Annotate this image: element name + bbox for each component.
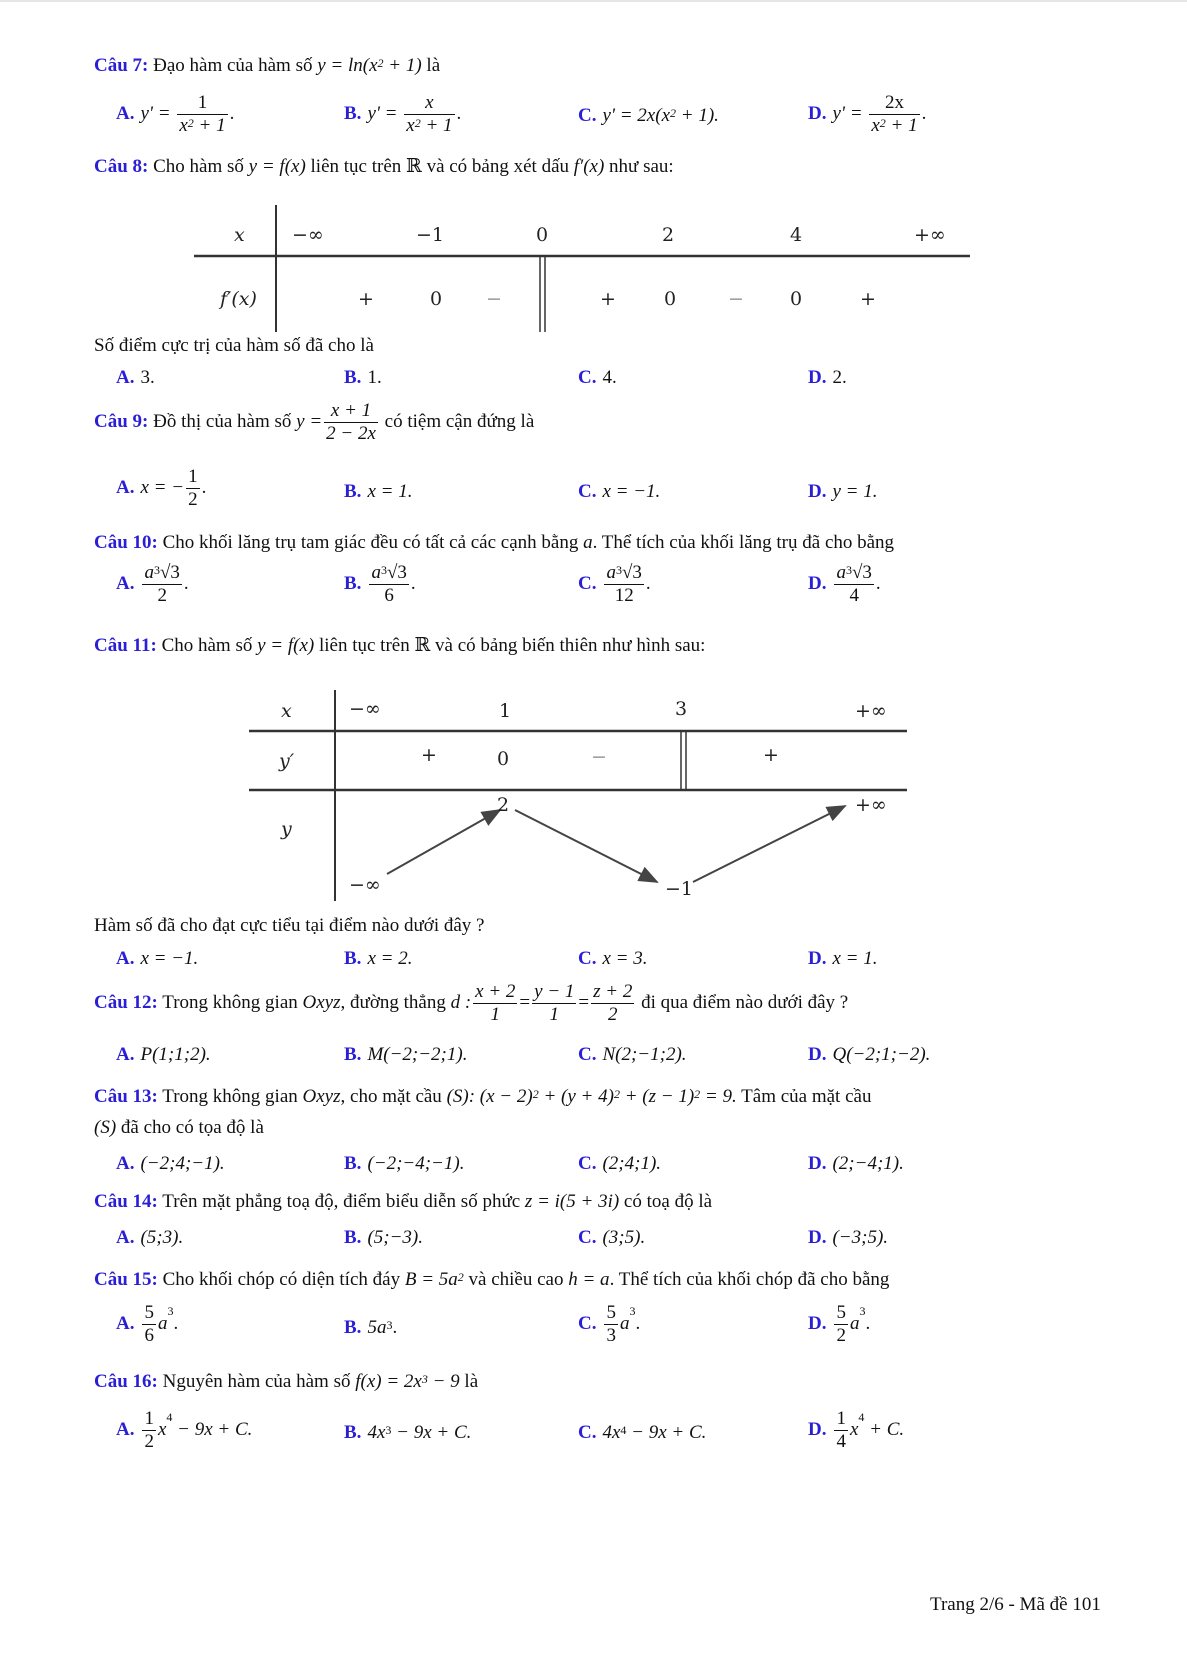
sign: − (486, 288, 502, 310)
option-b[interactable]: B. (−2;−4;−1). (344, 1153, 465, 1174)
question-8: Câu 8: Cho hàm số y = f(x) liên tục trên ℝ và có bảng xét dấu f′(x) như sau: (94, 156, 674, 177)
option-a[interactable]: A. y' = $\frac{1}{x^2 + 1}$ . (116, 92, 235, 136)
option-b[interactable]: B. (5;−3). (344, 1227, 423, 1248)
option-c[interactable]: C. $y' = 2x(x^2 + 1)$. (578, 105, 719, 126)
top-border (0, 0, 1187, 2)
row-head-x: x (234, 224, 245, 246)
row-head-yprime: y′ (279, 750, 295, 772)
option-a[interactable]: A. $\frac{a^3√3}{2}$ . (116, 562, 189, 606)
option-d[interactable]: D. y' = $\frac{2x}{x^2 + 1}$ . (808, 92, 927, 136)
sign: 0 (790, 288, 803, 310)
question-tail: là (426, 55, 441, 76)
variation-table-lines (245, 688, 915, 903)
option-d[interactable]: D. $\frac{5}{2}$ $a^3$. (808, 1302, 871, 1346)
row-head-fprime: f′(x) (220, 288, 257, 310)
arrow-increasing (387, 810, 500, 874)
option-b[interactable]: B. M(−2;−2;1). (344, 1044, 468, 1065)
sign: + (763, 744, 779, 766)
option-c[interactable]: C. $\frac{5}{3}$ $a^3$. (578, 1302, 641, 1346)
option-c[interactable]: C. 4. (578, 367, 617, 388)
option-d[interactable]: D. (−3;5). (808, 1227, 889, 1248)
sign: + (860, 288, 876, 310)
option-d[interactable]: D. $\frac{1}{4}$ $x^4 + C$. (808, 1408, 905, 1452)
option-c[interactable]: C. (3;5). (578, 1227, 646, 1248)
option-d[interactable]: D. (2;−4;1). (808, 1153, 904, 1174)
page-footer: Trang 2/6 - Mã đề 101 (930, 1594, 1101, 1615)
option-c[interactable]: C. $\frac{a^3√3}{12}$ . (578, 562, 651, 606)
arrow-decreasing (515, 810, 657, 882)
sign: + (600, 288, 616, 310)
question-7 (94, 54, 440, 78)
option-d[interactable]: D. x = 1. (808, 948, 878, 969)
option-d[interactable]: D. $\frac{a^3√3}{4}$ . (808, 562, 881, 606)
variation-table (245, 688, 915, 903)
sign: + (421, 744, 437, 766)
row-head-x: x (281, 700, 292, 722)
option-b[interactable]: B. $5a^3$. (344, 1317, 398, 1338)
sign: 0 (430, 288, 443, 310)
option-a[interactable]: A. $\frac{5}{6}$ $a^3$. (116, 1302, 179, 1346)
option-a[interactable]: A. $\frac{1}{2}$ $x^4 - 9x + C$. (116, 1408, 253, 1452)
question-12: Câu 12: Trong không gian Oxyz, đường thẳng d : $\frac{x + 2}{1}$ = $\frac{y - 1}{1}$ = $\frac{z + 2}{2}$ đi qua điểm nào dưới đây ? (94, 981, 849, 1025)
option-b[interactable]: B. $4x^3 - 9x + C$. (344, 1422, 472, 1443)
x-value: 1 (499, 700, 512, 722)
option-a[interactable]: A. P(1;1;2). (116, 1044, 211, 1065)
x-value: −1 (416, 224, 445, 246)
option-c[interactable]: C. $4x^4 - 9x + C$. (578, 1422, 707, 1443)
option-c[interactable]: C. x = −1. (578, 481, 661, 502)
question-10: Câu 10: Cho khối lăng trụ tam giác đều có tất cả các cạnh bằng a. Thể tích của khối lăng trụ đã cho bằng (94, 532, 895, 553)
y-value: 2 (497, 794, 510, 816)
option-c[interactable]: C. (2;4;1). (578, 1153, 662, 1174)
sign: + (358, 288, 374, 310)
question-15: Câu 15: Cho khối chóp có diện tích đáy $B = 5a^2$ và chiều cao h = a. Thể tích của khối chóp đã cho bằng (94, 1269, 890, 1290)
option-a[interactable]: A. 3. (116, 367, 155, 388)
x-value: +∞ (855, 700, 887, 722)
sign-table-lines (190, 200, 980, 335)
option-d[interactable]: D. 2. (808, 367, 847, 388)
x-value: 0 (536, 224, 549, 246)
option-b[interactable]: B. x = 2. (344, 948, 413, 969)
arrow-increasing (693, 806, 845, 882)
x-value: 4 (790, 224, 803, 246)
question-label: Câu 7: (94, 55, 149, 76)
option-a[interactable]: A. x = − $\frac{1}{2}$ . (116, 466, 207, 510)
option-d[interactable]: D. Q(−2;1;−2). (808, 1044, 931, 1065)
option-a[interactable]: A. (−2;4;−1). (116, 1153, 225, 1174)
y-value: −∞ (349, 874, 381, 896)
question-11: Câu 11: Cho hàm số y = f(x) liên tục trên ℝ và có bảng biến thiên như hình sau: (94, 635, 706, 656)
math-expression: $y = \ln(x^2 + 1)$ (317, 55, 422, 76)
question-text: Đạo hàm của hàm số (153, 55, 313, 76)
option-a[interactable]: A. x = −1. (116, 948, 199, 969)
option-b[interactable]: B. $\frac{a^3√3}{6}$ . (344, 562, 416, 606)
row-head-y: y (281, 818, 292, 840)
option-b[interactable]: B. 1. (344, 367, 382, 388)
x-value: −∞ (292, 224, 324, 246)
y-value: −1 (665, 878, 694, 900)
option-a[interactable]: A. (5;3). (116, 1227, 184, 1248)
question-14: Câu 14: Trên mặt phẳng toạ độ, điểm biểu diễn số phức z = i(5 + 3i) có toạ độ là (94, 1191, 713, 1212)
question-13: Câu 13: Trong không gian Oxyz, cho mặt cầu (S): $(x - 2)^2 + (y + 4)^2 + (z - 1)^2 = 9$. Tâm của mặt cầu (94, 1086, 872, 1107)
x-value: 2 (662, 224, 675, 246)
x-value: −∞ (349, 698, 381, 720)
option-c[interactable]: C. x = 3. (578, 948, 648, 969)
option-c[interactable]: C. N(2;−1;2). (578, 1044, 687, 1065)
y-value: +∞ (855, 794, 887, 816)
option-b[interactable]: B. x = 1. (344, 481, 413, 502)
sign: 0 (497, 748, 510, 770)
question-9: Câu 9: Đồ thị của hàm số y = $\frac{x + 1}{2 - 2x}$ có tiệm cận đứng là (94, 400, 535, 444)
option-b[interactable]: B. y' = $\frac{x}{x^2 + 1}$ . (344, 92, 462, 136)
x-value: +∞ (914, 224, 946, 246)
sign: − (728, 288, 744, 310)
sign-table (190, 200, 980, 335)
question-16: Câu 16: Nguyên hàm của hàm số $f(x) = 2x^3 - 9$ là (94, 1371, 479, 1392)
option-d[interactable]: D. y = 1. (808, 481, 878, 502)
question-11-prompt: Hàm số đã cho đạt cực tiểu tại điểm nào dưới đây ? (94, 915, 485, 936)
question-13-line2: (S) đã cho có tọa độ là (94, 1117, 264, 1138)
sign: 0 (664, 288, 677, 310)
sign: − (591, 746, 607, 768)
question-8-prompt: Số điểm cực trị của hàm số đã cho là (94, 335, 374, 356)
x-value: 3 (675, 698, 688, 720)
